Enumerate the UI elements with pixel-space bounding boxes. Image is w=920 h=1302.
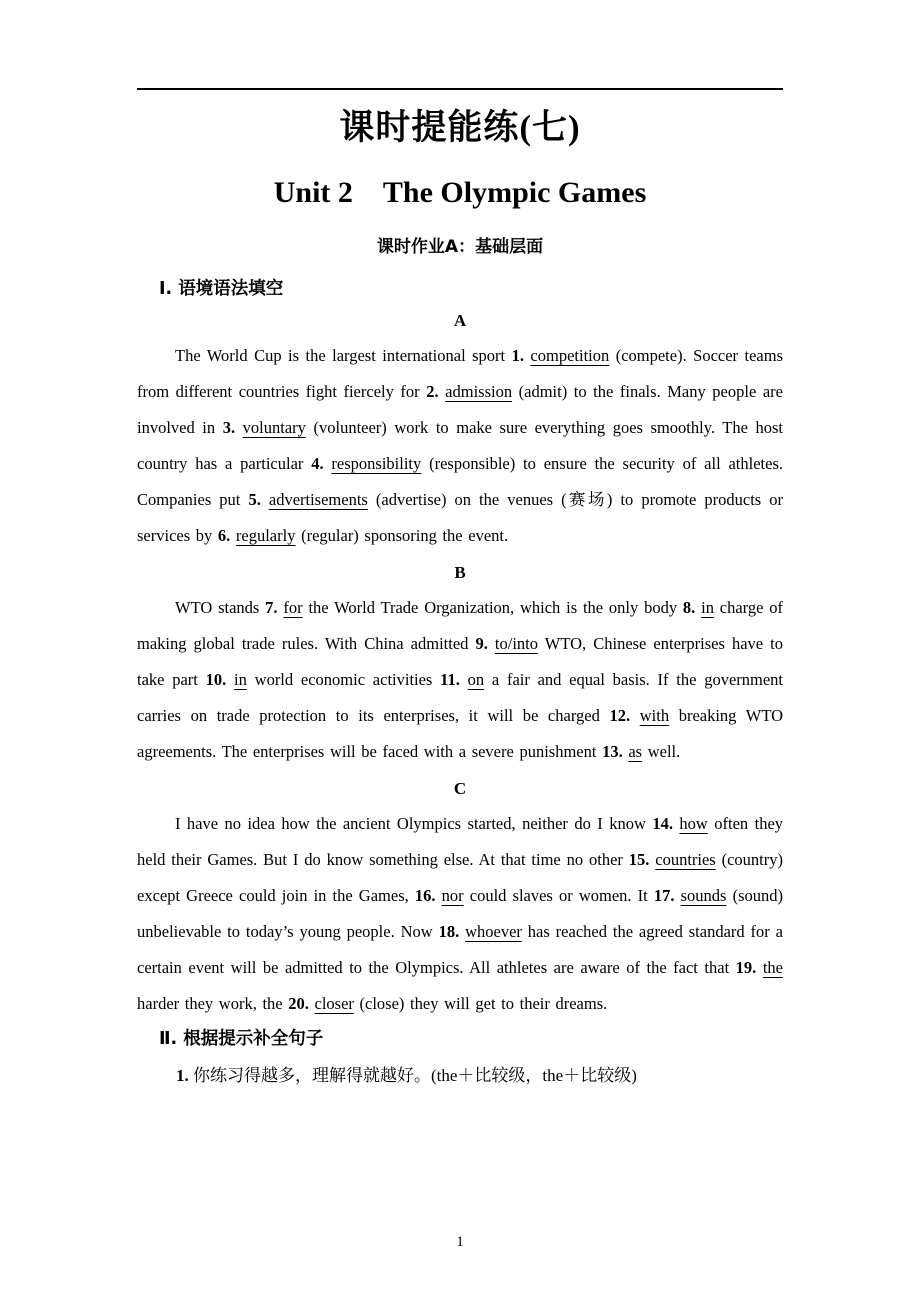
section-header: 课时作业A：基础层面 — [376, 237, 544, 257]
part2-heading: Ⅱ. 根据提示补全句子 — [159, 1029, 324, 1049]
top-divider — [137, 88, 783, 90]
passage-a-text: The World Cup is the largest international sport 1. competition (compete). Soccer teams from different countries fight fiercely for 2. admission (admit) to the finals. Many people are involved in 3. voluntary (volunteer) work to make sure everything goes smoothly. The host country has a particular 4. responsibility (responsible) to ensure the security of all athletes. Companies put 5. advertisements (advertise) on the venues (赛场) to promote products or services by 6. regularly (regular) sponsoring the event. — [137, 346, 784, 545]
part1-heading: Ⅰ. 语境语法填空 — [159, 279, 284, 299]
passage-b-label: B — [454, 563, 466, 582]
passage-a-label: A — [453, 311, 467, 330]
page-title: 课时提能练(七) — [339, 108, 581, 147]
passage-c-text: I have no idea how the ancient Olympics started, neither do I know 14. how often they held their Games. But I do know something else. At that time no other 15. countries (country) except Greece could join in the Games, 16. nor could slaves or women. It 17. sounds (sound) unbelievable to today’s young people. Now 18. whoever has reached the agreed standard for a certain event will be admitted to the Olympics. All athletes are aware of the fact that 19. the harder they work, the 20. closer (close) they will get to their dreams. — [137, 814, 784, 1013]
passage-b-text: WTO stands 7. for the World Trade Organization, which is the only body 8. in charge of making global trade rules. With China admitted 9. to/into WTO, Chinese enterprises have to take part 10. in world economic activities 11. on a fair and equal basis. If the government carries on trade protection to its enterprises, it will be charged 12. with breaking WTO agreements. The enterprises will be faced with a severe punishment 13. as well. — [137, 598, 784, 761]
exercise-item-1: 1. 你练习得越多，理解得就越好。(the＋比较级，the＋比较级) — [176, 1066, 637, 1085]
page-number: 1 — [456, 1234, 464, 1250]
unit-title: Unit 2 The Olympic Games — [273, 176, 647, 209]
document-content — [137, 0, 783, 1094]
passage-c-label: C — [453, 779, 467, 798]
